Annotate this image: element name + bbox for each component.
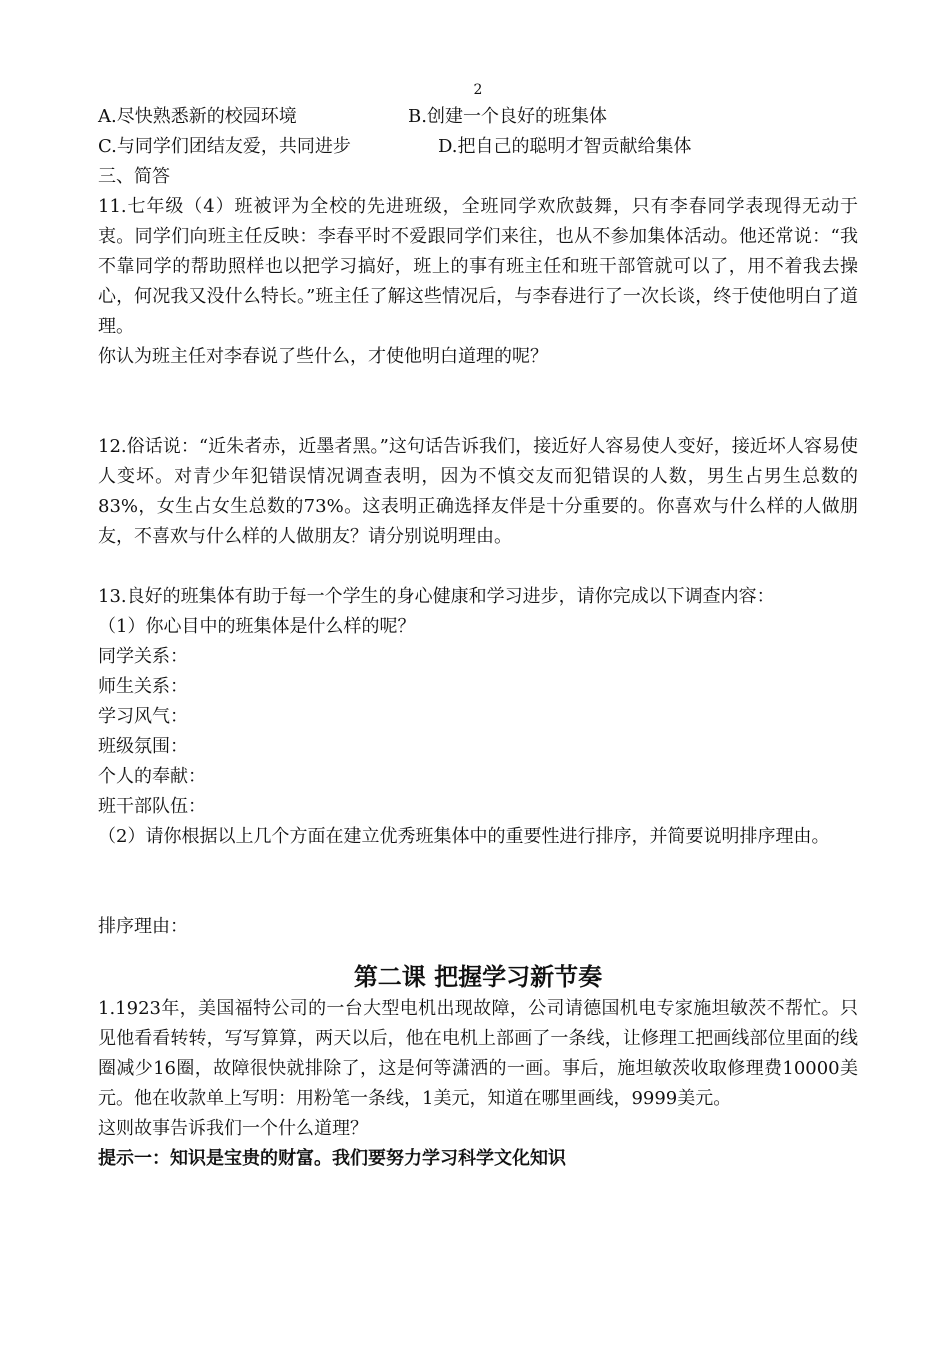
question-13-part-1: （1）你心目中的班集体是什么样的呢？ bbox=[98, 616, 416, 637]
reason-label: 排序理由： bbox=[98, 916, 188, 937]
lesson-question: 这则故事告诉我们一个什么道理？ bbox=[98, 1118, 368, 1139]
answer-space bbox=[98, 852, 858, 912]
survey-item: 师生关系： bbox=[98, 676, 188, 697]
survey-item: 班干部队伍： bbox=[98, 796, 206, 817]
page-number: 2 bbox=[473, 82, 483, 98]
option-b: B.创建一个良好的班集体 bbox=[408, 106, 607, 127]
survey-item: 班级氛围： bbox=[98, 736, 188, 757]
answer-space bbox=[98, 552, 858, 582]
options-row-2 bbox=[98, 132, 858, 162]
document-page bbox=[98, 80, 858, 1174]
option-c: C.与同学们团结友爱，共同进步 bbox=[98, 136, 351, 157]
option-d: D.把自己的聪明才智贡献给集体 bbox=[438, 136, 692, 157]
question-11-text: 11.七年级（4）班被评为全校的先进班级，全班同学欢欣鼓舞，只有李春同学表现得无动于衷。同学们向班主任反映：李春平时不爱跟同学们来往，也从不参加集体活动。他还常说：“我不靠同学的帮助照样也以把学习搞好，班上的事有班主任和班干部管就可以了，用不着我去操心，何况我又没什么特长。”班主任了解这些情况后，与李春进行了一次长谈，终于使他明白了道理。 bbox=[98, 196, 858, 337]
lesson-story: 1.1923年，美国福特公司的一台大型电机出现故障，公司请德国机电专家施坦敏茨不帮忙。只见他看看转转，写写算算，两天以后，他在电机上部画了一条线，让修理工把画线部位里面的线圈减少16圈，故障很快就排除了，这是何等潇洒的一画。事后，施坦敏茨收取修理费10000美元。他在收款单上写明：用粉笔一条线，1美元，知道在哪里画线，9999美元。 bbox=[98, 998, 858, 1109]
spacer bbox=[98, 942, 858, 956]
lesson-hint: 提示一：知识是宝贵的财富。我们要努力学习科学文化知识 bbox=[98, 1148, 566, 1169]
option-a: A.尽快熟悉新的校园环境 bbox=[98, 106, 297, 127]
answer-space bbox=[98, 372, 858, 432]
survey-item: 同学关系： bbox=[98, 646, 188, 667]
question-12-text: 12.俗话说：“近朱者赤，近墨者黑。”这句话告诉我们，接近好人容易使人变好，接近坏人容易使人变坏。对青少年犯错误情况调查表明，因为不慎交友而犯错误的人数，男生占男生总数的83%，女生占女生总数的73%。这表明正确选择友伴是十分重要的。你喜欢与什么样的人做朋友，不喜欢与什么样的人做朋友？请分别说明理由。 bbox=[98, 436, 858, 547]
question-13-part-2: （2）请你根据以上几个方面在建立优秀班集体中的重要性进行排序，并简要说明排序理由。 bbox=[98, 826, 830, 847]
survey-item: 个人的奉献： bbox=[98, 766, 206, 787]
section-heading: 三、简答 bbox=[98, 166, 170, 187]
question-11-prompt: 你认为班主任对李春说了些什么，才使他明白道理的呢？ bbox=[98, 346, 548, 367]
question-13-intro: 13.良好的班集体有助于每一个学生的身心健康和学习进步，请你完成以下调查内容： bbox=[98, 586, 775, 607]
survey-item: 学习风气： bbox=[98, 706, 188, 727]
lesson-title: 第二课 把握学习新节奏 bbox=[353, 963, 603, 991]
options-row-1 bbox=[98, 102, 858, 132]
